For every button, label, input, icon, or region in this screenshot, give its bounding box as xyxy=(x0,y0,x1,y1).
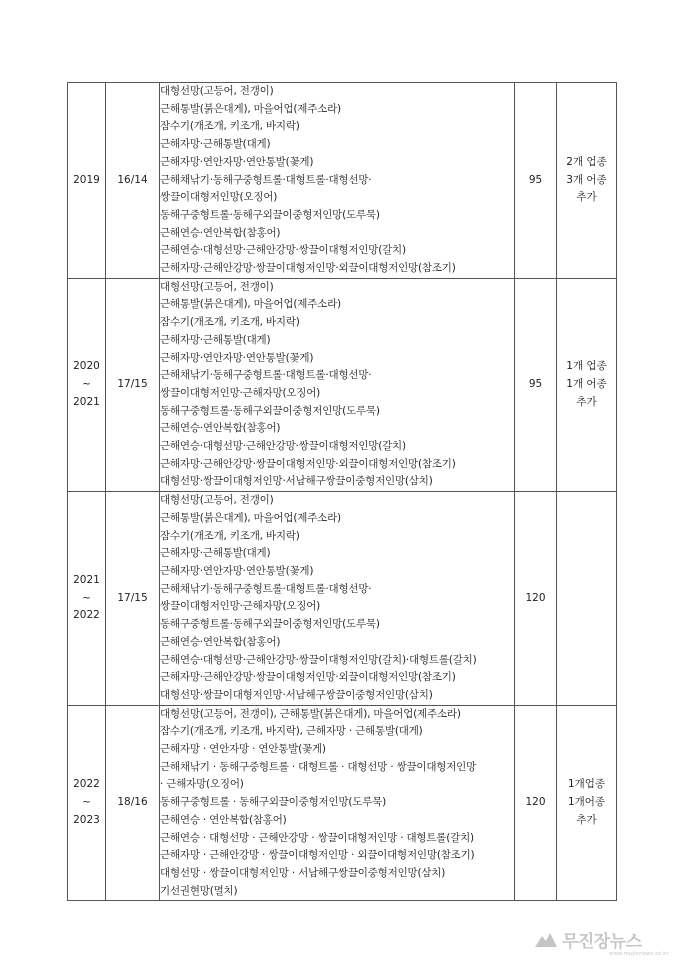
count-cell: 17/15 xyxy=(106,492,160,705)
fishery-item: 잠수기(개조개, 키조개, 바지락) xyxy=(160,120,300,133)
note-line: 2개 업종 xyxy=(566,155,607,168)
fishery-item: 대형선망(고등어, 전갱이), 근해통발(붉은대게), 마을어업(제주소라) xyxy=(160,707,461,720)
fishery-item: 근해자망·연안자망·연안통발(꽃게) xyxy=(160,564,314,577)
number-cell: 120 xyxy=(515,492,557,705)
note-cell xyxy=(557,83,617,279)
fishery-item: 대형선망 · 쌍끌이대형저인망 · 서남해구쌍끌이중형저인망(삼치) xyxy=(160,866,446,879)
note-line: 1개 어종 xyxy=(566,378,607,391)
fishery-item: 근해자망 · 연안자망 · 연안통발(꽃게) xyxy=(160,743,326,756)
fishery-item: 대형선망(고등어, 전갱이) xyxy=(160,280,274,293)
fishery-item: 근해채낚기·동해구중형트롤·대형트롤·대형선망· xyxy=(160,582,372,595)
year-line: 2023 xyxy=(73,813,100,826)
fishery-item: 잠수기(개조개, 키조개, 바지락) xyxy=(160,316,300,329)
fishery-item: 잠수기(개조개, 키조개, 바지락) xyxy=(160,529,300,542)
year-cell xyxy=(68,492,106,705)
fishery-item: 근해연승·연안복합(참홍어) xyxy=(160,422,281,435)
fishery-item: 근해통발(붉은대게), 마을어업(제주소라) xyxy=(160,102,341,115)
fishery-item: 기선권현망(멸치) xyxy=(160,884,238,897)
fishery-list-cell xyxy=(160,83,515,279)
number-cell: 95 xyxy=(515,278,557,491)
fishery-item: 근해통발(붉은대게), 마을어업(제주소라) xyxy=(160,298,341,311)
fishery-item: 대형선망·쌍끌이대형저인망·서남해구쌍끌이중형저인망(삼치) xyxy=(160,688,433,701)
fishery-item: 근해연승·연안복합(참홍어) xyxy=(160,226,281,239)
year-line: 2022 xyxy=(73,778,100,791)
fishery-item: 쌍끌이대형저인망(오징어) xyxy=(160,191,278,204)
fishery-item: 근해자망·근해안강망·쌍끌이대형저인망·외끌이대형저인망(참조기) xyxy=(160,457,456,470)
watermark xyxy=(534,925,642,953)
fishery-item: 근해연승·대형선망·근해안강망·쌍끌이대형저인망(갈치)·대형트롤(갈치) xyxy=(160,653,477,666)
fishery-item: 동해구중형트롤·동해구외끌이중형저인망(도루묵) xyxy=(160,618,380,631)
year-line: 2020 xyxy=(73,360,100,373)
year-line: 2021 xyxy=(73,395,100,408)
fishery-item: 대형선망(고등어, 전갱이) xyxy=(160,85,274,97)
year-line: ~ xyxy=(82,591,91,604)
fishery-item: · 근해자망(오징어) xyxy=(160,778,244,791)
fishery-item: 근해채낚기·동해구중형트롤·대형트롤·대형선망· xyxy=(160,369,372,382)
note-line: 3개 어종 xyxy=(566,173,607,186)
year-cell xyxy=(68,278,106,491)
fishery-item: 근해채낚기 · 동해구중형트롤 · 대형트롤 · 대형선망 · 쌍끌이대형저인망 xyxy=(160,760,477,773)
fishery-item: 근해연승·대형선망·근해안강망·쌍끌이대형저인망(갈치) xyxy=(160,440,406,453)
fishery-item: 근해자망·근해통발(대게) xyxy=(160,547,271,560)
count-cell: 18/16 xyxy=(106,705,160,901)
fishery-item: 잠수기(개조개, 키조개, 바지락), 근해자망 · 근해통발(대게) xyxy=(160,725,423,738)
note-line: 추가 xyxy=(576,813,597,826)
fishery-item: 동해구중형트롤 · 동해구외끌이중형저인망(도루묵) xyxy=(160,796,387,809)
watermark-brand: 무진장뉴스 xyxy=(562,931,642,952)
fishery-item: 대형선망·쌍끌이대형저인망·서남해구쌍끌이중형저인망(삼치) xyxy=(160,475,433,488)
note-line: 1개업종 xyxy=(567,778,606,791)
year-line: 2021 xyxy=(73,573,100,586)
note-line: 1개어종 xyxy=(567,796,606,809)
note-line: 추가 xyxy=(576,191,597,204)
fishery-item: 근해자망·연안자망·연안통발(꽃게) xyxy=(160,351,314,364)
fishery-item: 근해자망·근해안강망·쌍끌이대형저인망·외끌이대형저인망(참조기) xyxy=(160,671,456,684)
watermark-url: www.mujinnews.co.kr xyxy=(609,951,669,957)
table-row xyxy=(68,278,617,491)
fishery-item: 근해자망·근해통발(대게) xyxy=(160,138,271,151)
fishery-list-cell xyxy=(160,492,515,705)
table-row xyxy=(68,83,617,279)
note-cell xyxy=(557,492,617,705)
fishery-item: 쌍끌이대형저인망·근해자망(오징어) xyxy=(160,386,321,399)
year-cell xyxy=(68,83,106,279)
year-cell xyxy=(68,705,106,901)
fishery-item: 대형선망(고등어, 전갱이) xyxy=(160,494,274,507)
note-line: 추가 xyxy=(576,395,597,408)
note-cell xyxy=(557,278,617,491)
number-cell: 120 xyxy=(515,705,557,901)
fishery-item: 동해구중형트롤·동해구외끌이중형저인망(도루묵) xyxy=(160,208,380,221)
fishery-item: 동해구중형트롤·동해구외끌이중형저인망(도루묵) xyxy=(160,404,380,417)
quota-history-table xyxy=(67,82,617,901)
fishery-item: 근해자망·근해안강망·쌍끌이대형저인망·외끌이대형저인망(참조기) xyxy=(160,262,456,275)
fishery-item: 근해연승·연안복합(참홍어) xyxy=(160,635,281,648)
fishery-item: 근해채낚기·동해구중형트롤·대형트롤·대형선망· xyxy=(160,173,372,186)
fishery-item: 쌍끌이대형저인망·근해자망(오징어) xyxy=(160,600,321,613)
count-cell: 17/15 xyxy=(106,278,160,491)
fishery-item: 근해연승 · 연안복합(참홍어) xyxy=(160,813,287,826)
table-row xyxy=(68,705,617,901)
year-line: ~ xyxy=(82,796,91,809)
mountain-logo-icon xyxy=(534,930,558,948)
note-cell xyxy=(557,705,617,901)
year-line: 2022 xyxy=(73,609,100,622)
fishery-list-cell xyxy=(160,705,515,901)
fishery-item: 근해연승 · 대형선망 · 근해안강망 · 쌍끌이대형저인망 · 대형트롤(갈치) xyxy=(160,831,474,844)
count-cell: 16/14 xyxy=(106,83,160,279)
number-cell: 95 xyxy=(515,83,557,279)
table-row xyxy=(68,492,617,705)
note-line: 1개 업종 xyxy=(566,360,607,373)
year-line: 2019 xyxy=(73,173,100,186)
fishery-item: 근해자망·연안자망·연안통발(꽃게) xyxy=(160,155,314,168)
fishery-item: 근해통발(붉은대게), 마을어업(제주소라) xyxy=(160,511,341,524)
year-line: ~ xyxy=(82,378,91,391)
fishery-item: 근해자망 · 근해안강망 · 쌍끌이대형저인망 · 외끌이대형저인망(참조기) xyxy=(160,849,475,862)
fishery-list-cell xyxy=(160,278,515,491)
fishery-item: 근해자망·근해통발(대게) xyxy=(160,333,271,346)
fishery-item: 근해연승·대형선망·근해안강망·쌍끌이대형저인망(갈치) xyxy=(160,244,406,257)
